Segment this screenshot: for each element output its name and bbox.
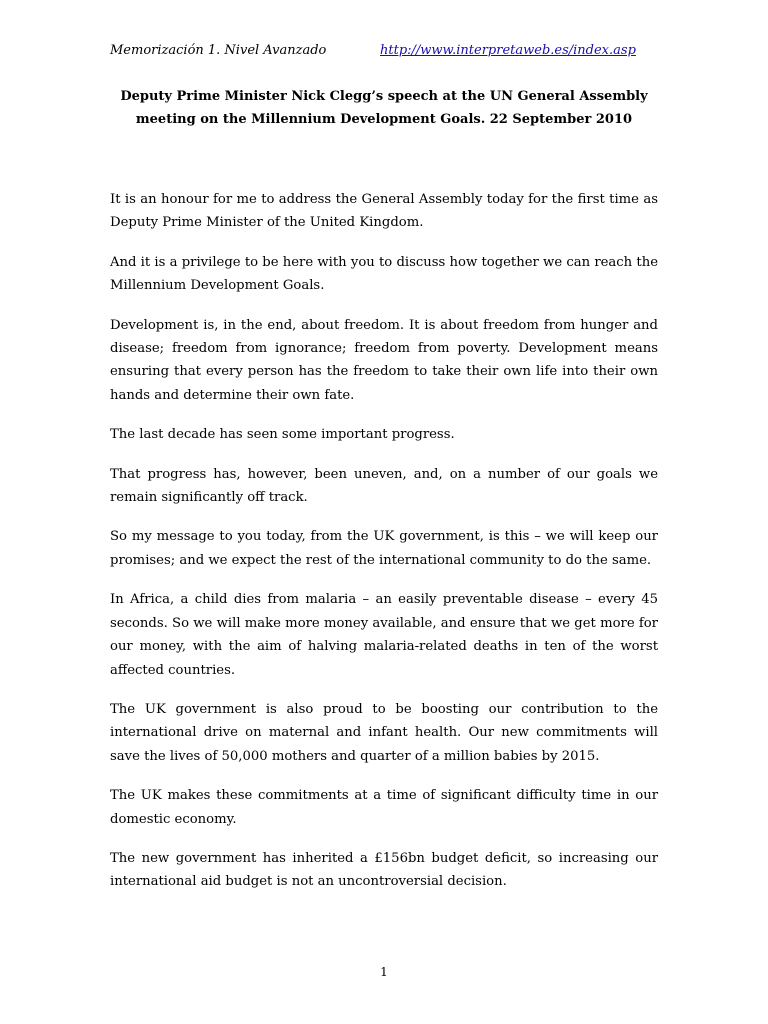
- paragraph: Development is, in the end, about freedom. It is about freedom from hunger and disease; freedom from ignorance; freedom from poverty. Development means ensuring that every person has the freedom to take their own life into their own hands and determine their own fate.: [110, 317, 658, 403]
- page-header: [110, 40, 658, 62]
- speech-body: [110, 188, 658, 910]
- paragraph: The UK makes these commitments at a time of significant difficulty time in our domestic economy.: [110, 788, 658, 827]
- paragraph: In Africa, a child dies from malaria – an easily preventable disease – every 45 seconds. So we will make more money available, and ensure that we get more for our money, with the aim of halving malaria-related deaths in ten of the worst affected countries.: [110, 592, 658, 678]
- page-number: 1: [380, 965, 388, 979]
- speech-title-line-2: meeting on the Millennium Development Goals. 22 September 2010: [135, 112, 633, 127]
- paragraph: The new government has inherited a £156bn budget deficit, so increasing our international aid budget is not an uncontroversial decision.: [110, 850, 658, 890]
- paragraph: The UK government is also proud to be boosting our contribution to the international drive on maternal and infant health. Our new commitments will save the lives of 50,000 mothers and quarter of a million babies by 2015.: [110, 701, 658, 764]
- header-website-link[interactable]: http://www.interpretaweb.es/index.asp: [380, 43, 636, 58]
- paragraph: So my message to you today, from the UK government, is this – we will keep our promises; and we expect the rest of the international community to do the same.: [110, 529, 658, 568]
- paragraph: It is an honour for me to address the General Assembly today for the first time as Deputy Prime Minister of the United Kingdom.: [110, 192, 658, 231]
- header-course-title: Memorización 1. Nivel Avanzado: [110, 43, 327, 58]
- speech-title-line-1: Deputy Prime Minister Nick Clegg’s speech at the UN General Assembly: [120, 89, 648, 104]
- paragraph: That progress has, however, been uneven, and, on a number of our goals we remain significantly off track.: [110, 466, 658, 506]
- paragraph: And it is a privilege to be here with you to discuss how together we can reach the Millennium Development Goals.: [110, 254, 658, 294]
- speech-title: [110, 85, 658, 131]
- paragraph: The last decade has seen some important progress.: [110, 427, 455, 443]
